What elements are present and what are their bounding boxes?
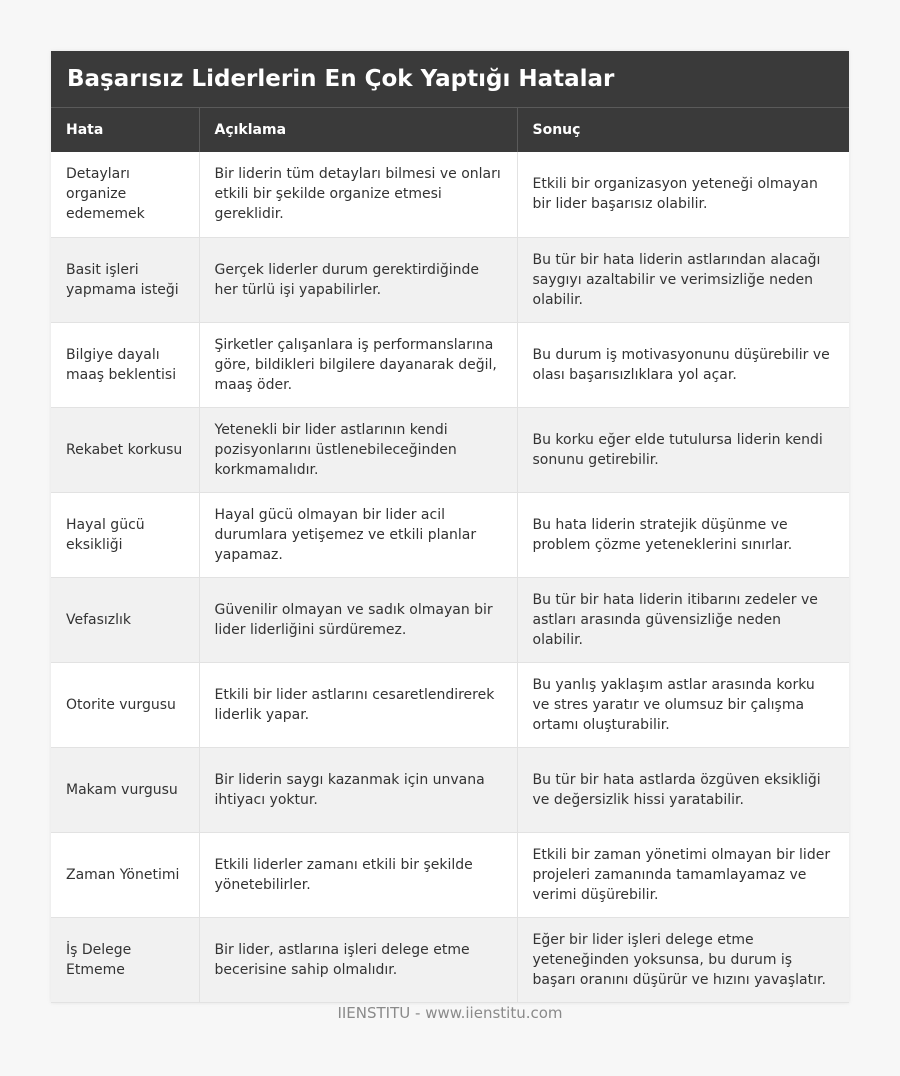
cell-hata: Bilgiye dayalı maaş beklentisi [51, 322, 199, 407]
header-row [51, 108, 849, 152]
cell-sonuc: Etkili bir organizasyon yeteneği olmayan bir lider başarısız olabilir. [517, 152, 849, 237]
cell-hata: Detayları organize edememek [51, 152, 199, 237]
table-row [51, 747, 849, 832]
column-header-hata: Hata [51, 108, 199, 152]
column-header-sonuc: Sonuç [517, 108, 849, 152]
table-row [51, 237, 849, 322]
cell-hata: İş Delege Etmeme [51, 917, 199, 1002]
cell-sonuc: Etkili bir zaman yönetimi olmayan bir lider projeleri zamanında tamamlayamaz ve verimi düşürebilir. [517, 832, 849, 917]
cell-sonuc: Bu tür bir hata astlarda özgüven eksikliği ve değersizlik hissi yaratabilir. [517, 747, 849, 832]
cell-sonuc: Bu hata liderin stratejik düşünme ve problem çözme yeteneklerini sınırlar. [517, 492, 849, 577]
cell-hata: Hayal gücü eksikliği [51, 492, 199, 577]
cell-hata: Zaman Yönetimi [51, 832, 199, 917]
cell-sonuc: Eğer bir lider işleri delege etme yeteneğinden yoksunsa, bu durum iş başarı oranını düşürür ve hızını yavaşlatır. [517, 917, 849, 1002]
cell-aciklama: Şirketler çalışanlara iş performanslarına göre, bildikleri bilgilere dayanarak değil, maaş öder. [199, 322, 517, 407]
cell-sonuc: Bu korku eğer elde tutulursa liderin kendi sonunu getirebilir. [517, 407, 849, 492]
table-row [51, 322, 849, 407]
cell-aciklama: Etkili bir lider astlarını cesaretlendirerek liderlik yapar. [199, 662, 517, 747]
table-row [51, 917, 849, 1002]
column-header-aciklama: Açıklama [199, 108, 517, 152]
cell-hata: Makam vurgusu [51, 747, 199, 832]
cell-aciklama: Etkili liderler zamanı etkili bir şekilde yönetebilirler. [199, 832, 517, 917]
table-row [51, 832, 849, 917]
cell-hata: Vefasızlık [51, 577, 199, 662]
cell-sonuc: Bu tür bir hata liderin astlarından alacağı saygıyı azaltabilir ve verimsizliğe neden olabilir. [517, 237, 849, 322]
table-row [51, 577, 849, 662]
cell-hata: Basit işleri yapmama isteği [51, 237, 199, 322]
footer-credit: IIENSTITU - www.iienstitu.com [337, 1004, 563, 1022]
cell-aciklama: Bir lider, astlarına işleri delege etme becerisine sahip olmalıdır. [199, 917, 517, 1002]
cell-sonuc: Bu durum iş motivasyonunu düşürebilir ve olası başarısızlıklara yol açar. [517, 322, 849, 407]
cell-hata: Rekabet korkusu [51, 407, 199, 492]
errors-table [51, 108, 849, 1003]
table-row [51, 662, 849, 747]
cell-sonuc: Bu tür bir hata liderin itibarını zedeler ve astları arasında güvensizliğe neden olabilir. [517, 577, 849, 662]
table-row [51, 492, 849, 577]
cell-aciklama: Güvenilir olmayan ve sadık olmayan bir lider liderliğini sürdüremez. [199, 577, 517, 662]
cell-aciklama: Hayal gücü olmayan bir lider acil durumlara yetişemez ve etkili planlar yapamaz. [199, 492, 517, 577]
table-title: Başarısız Liderlerin En Çok Yaptığı Hatalar [51, 51, 849, 108]
table-row [51, 407, 849, 492]
table-card [51, 51, 849, 1003]
cell-hata: Otorite vurgusu [51, 662, 199, 747]
table-row [51, 152, 849, 237]
cell-aciklama: Bir liderin saygı kazanmak için unvana ihtiyacı yoktur. [199, 747, 517, 832]
cell-aciklama: Gerçek liderler durum gerektirdiğinde her türlü işi yapabilirler. [199, 237, 517, 322]
cell-aciklama: Yetenekli bir lider astlarının kendi pozisyonlarını üstlenebileceğinden korkmamalıdır. [199, 407, 517, 492]
cell-aciklama: Bir liderin tüm detayları bilmesi ve onları etkili bir şekilde organize etmesi gereklidir. [199, 152, 517, 237]
cell-sonuc: Bu yanlış yaklaşım astlar arasında korku ve stres yaratır ve olumsuz bir çalışma ortamı oluşturabilir. [517, 662, 849, 747]
